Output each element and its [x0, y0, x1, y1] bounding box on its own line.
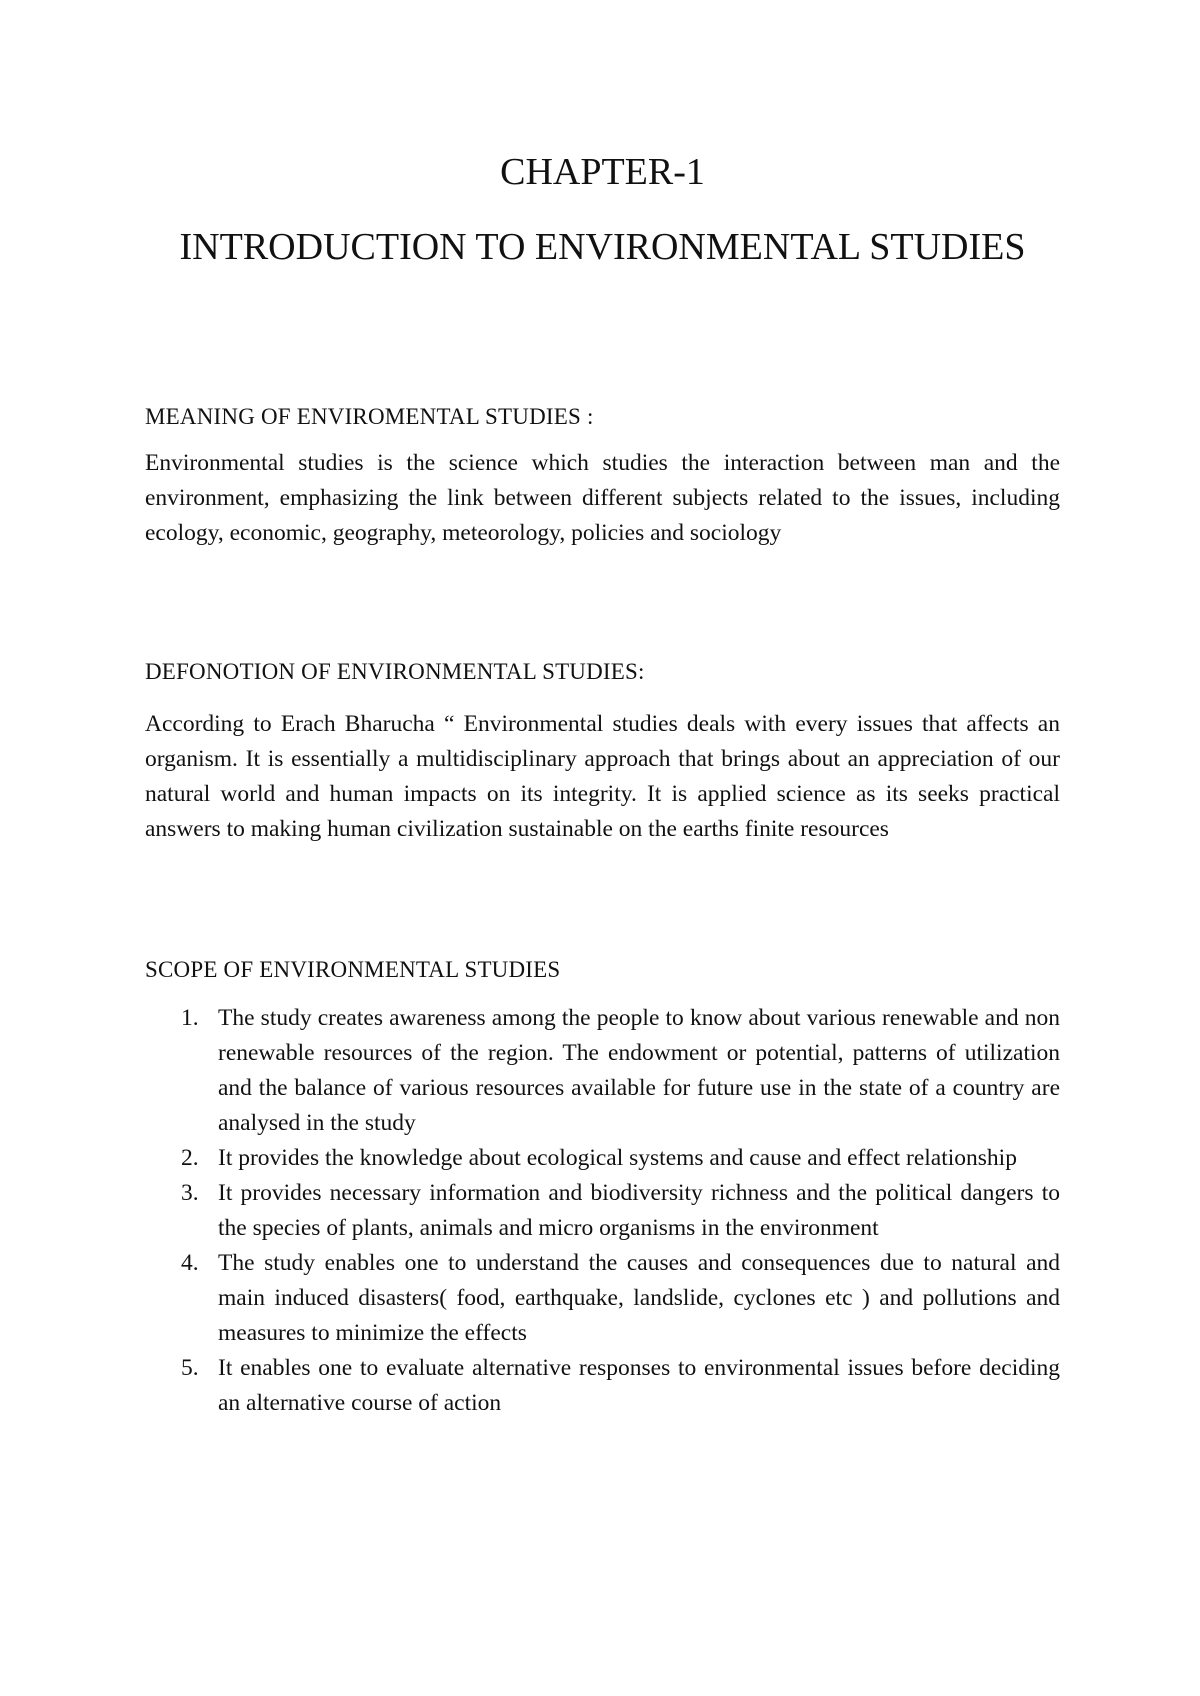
list-item-text: It enables one to evaluate alternative responses to environmental issues before deciding an alternative course of action [218, 1355, 1060, 1416]
list-item [145, 1176, 1060, 1246]
list-item-text: It provides the knowledge about ecological systems and cause and effect relationship [218, 1145, 1017, 1171]
list-item-number: 4. [181, 1250, 199, 1276]
list-item [145, 1001, 1060, 1141]
list-item [145, 1351, 1060, 1421]
list-item-number: 3. [181, 1180, 199, 1206]
section-heading-scope: SCOPE OF ENVIRONMENTAL STUDIES [145, 957, 561, 982]
section-heading-definition: DEFONOTION OF ENVIRONMENTAL STUDIES: [145, 659, 645, 684]
list-item-number: 5. [181, 1355, 199, 1381]
section-body-meaning: Environmental studies is the science which studies the interaction between man and the environment, emphasizing the link between different subjects related to the issues, including ecology, economic, geography, meteorology, policies and sociology [145, 450, 1060, 546]
list-item-text: It provides necessary information and biodiversity richness and the political dangers to the species of plants, animals and micro organisms in the environment [218, 1180, 1060, 1241]
list-item-number: 1. [181, 1005, 199, 1031]
list-item [145, 1141, 1060, 1176]
section-body-definition: According to Erach Bharucha “ Environmental studies deals with every issues that affects an organism. It is essentially a multidisciplinary approach that brings about an appreciation of our natural world and human impacts on its integrity. It is applied science as its seeks practical answers to making human civilization sustainable on the earths finite resources [145, 711, 1060, 842]
page-title: INTRODUCTION TO ENVIRONMENTAL STUDIES [179, 226, 1026, 268]
list-item-number: 2. [181, 1145, 199, 1171]
section-heading-meaning: MEANING OF ENVIROMENTAL STUDIES : [145, 404, 594, 429]
chapter-label: CHAPTER-1 [500, 151, 705, 193]
list-item [145, 1246, 1060, 1351]
list-item-text: The study creates awareness among the people to know about various renewable and non renewable resources of the region. The endowment or potential, patterns of utilization and the balance of various resources available for future use in the state of a country are analysed in the study [218, 1005, 1060, 1136]
list-item-text: The study enables one to understand the causes and consequences due to natural and main induced disasters( food, earthquake, landslide, cyclones etc ) and pollutions and measures to minimize the effects [218, 1250, 1060, 1346]
scope-list [145, 1001, 1060, 1421]
